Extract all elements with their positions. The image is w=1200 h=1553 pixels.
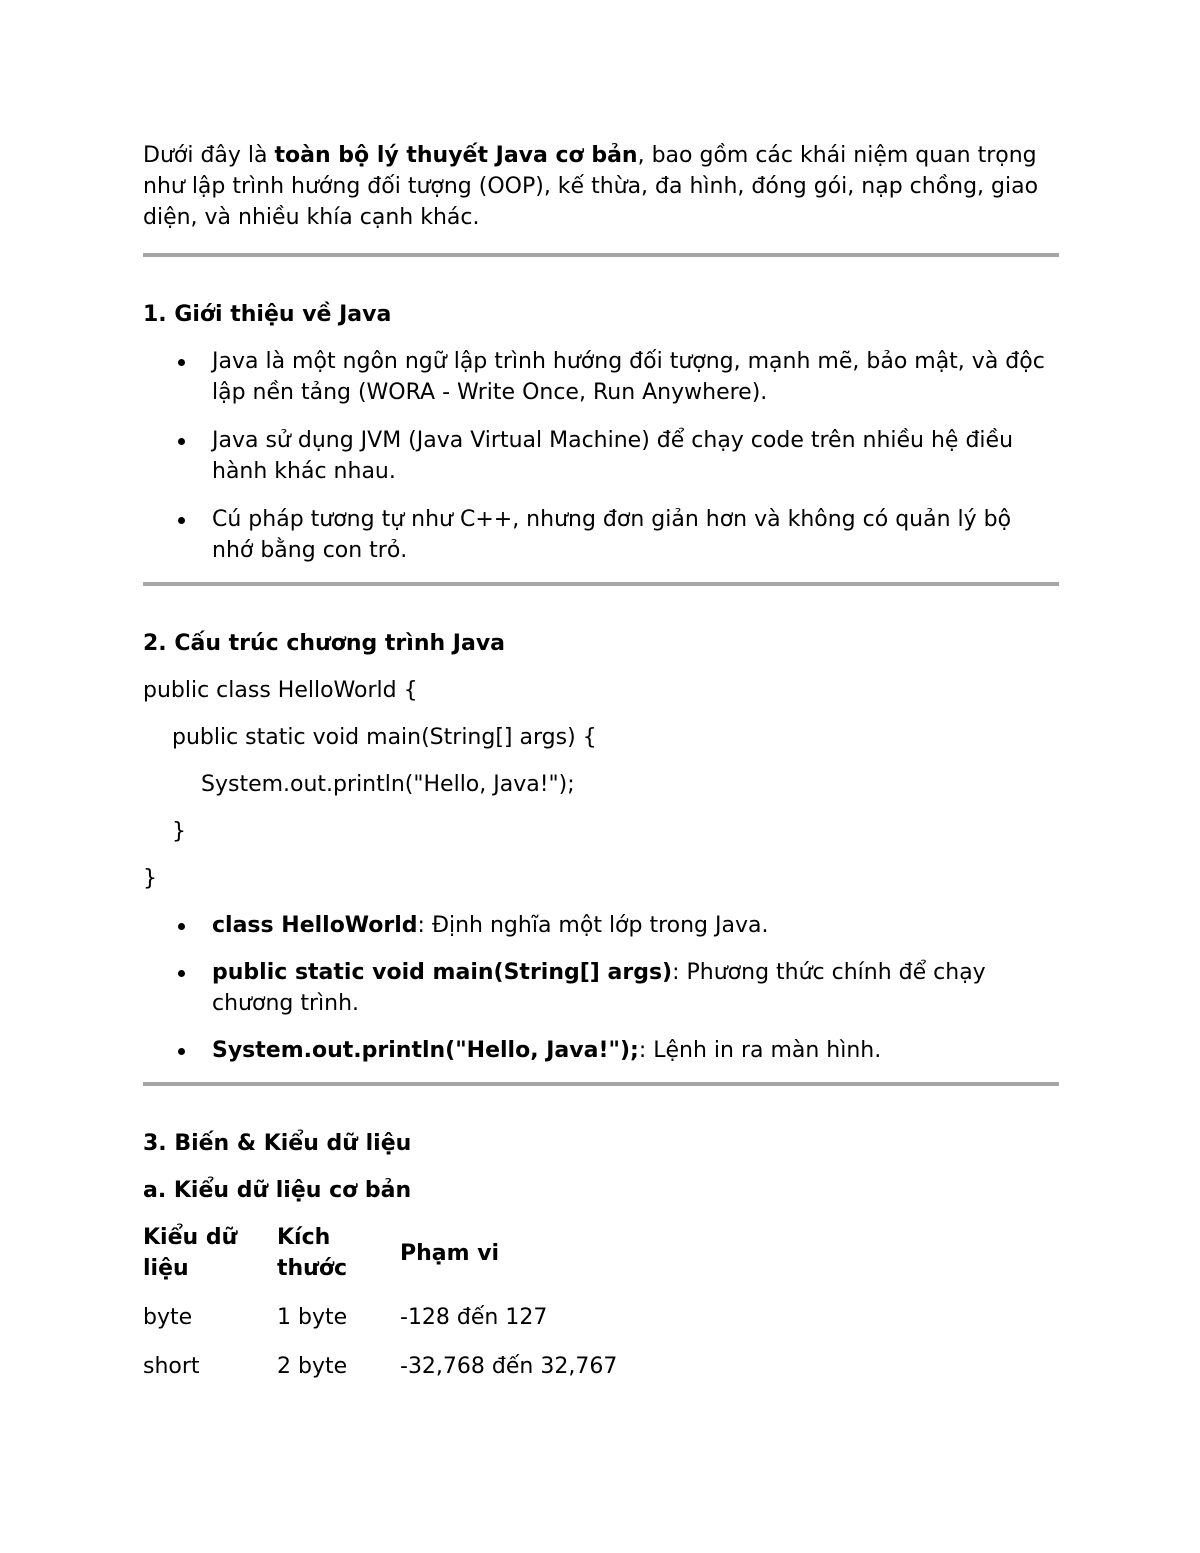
intro-prefix: Dưới đây là — [143, 143, 275, 168]
code-line: } — [143, 866, 157, 891]
table-cell: byte — [143, 1305, 193, 1330]
section-2-heading: 2. Cấu trúc chương trình Java — [143, 631, 506, 656]
section-3-heading: 3. Biến & Kiểu dữ liệu — [143, 1131, 412, 1156]
section-1-list — [143, 346, 1059, 566]
table-row — [143, 1333, 660, 1382]
list-item — [143, 957, 1059, 1019]
table-cell: -128 đến 127 — [400, 1305, 548, 1330]
list-item: Java là một ngôn ngữ lập trình hướng đối tượng, mạnh mẽ, bảo mật, và độc lập nền tảng (WORA - Write Once, Run Anywhere). — [143, 346, 1059, 408]
list-item-desc: : Định nghĩa một lớp trong Java. — [417, 913, 769, 938]
code-line: System.out.println("Hello, Java!"); — [201, 772, 575, 797]
code-block — [143, 675, 1059, 894]
list-item-term: class HelloWorld — [212, 913, 418, 938]
table-cell: 1 byte — [277, 1305, 348, 1330]
list-item-term: public static void main(String[] args) — [212, 960, 673, 985]
table-cell: 2 byte — [277, 1354, 348, 1379]
section-2-list — [143, 910, 1059, 1066]
data-type-table — [143, 1222, 660, 1382]
list-item-term: System.out.println("Hello, Java!"); — [212, 1038, 639, 1063]
list-item: Java sử dụng JVM (Java Virtual Machine) để chạy code trên nhiều hệ điều hành khác nhau. — [143, 425, 1059, 487]
list-item — [143, 1035, 1059, 1066]
divider — [143, 1082, 1059, 1086]
document-page — [143, 140, 1059, 1382]
table-row — [143, 1284, 660, 1333]
list-item-desc: : Phương thức chính để chạy chương trình. — [212, 960, 986, 1016]
table-cell: -32,768 đến 32,767 — [400, 1354, 618, 1379]
intro-bold: toàn bộ lý thuyết Java cơ bản — [274, 143, 638, 168]
list-item: Cú pháp tương tự như C++, nhưng đơn giản hơn và không có quản lý bộ nhớ bằng con trỏ. — [143, 504, 1059, 566]
list-item — [143, 910, 1059, 941]
list-item-desc: : Lệnh in ra màn hình. — [638, 1038, 882, 1063]
intro-paragraph — [143, 140, 1059, 233]
code-line: public class HelloWorld { — [143, 678, 418, 703]
intro-suffix: , bao gồm các khái niệm quan trọng như lập trình hướng đối tượng (OOP), kế thừa, đa hình, đóng gói, nạp chồng, giao diện, và nhiều khía cạnh khác. — [143, 143, 1039, 230]
code-line: public static void main(String[] args) { — [172, 725, 597, 750]
section-3-subheading: a. Kiểu dữ liệu cơ bản — [143, 1178, 412, 1203]
section-1-heading: 1. Giới thiệu về Java — [143, 302, 392, 327]
table-header-cell: Kích thước — [277, 1225, 347, 1281]
table-header-cell: Kiểu dữ liệu — [143, 1225, 238, 1281]
code-line: } — [172, 819, 186, 844]
divider — [143, 253, 1059, 257]
table-header-cell: Phạm vi — [400, 1240, 500, 1266]
table-header-row — [143, 1222, 660, 1284]
table-cell: short — [143, 1354, 200, 1379]
divider — [143, 582, 1059, 586]
